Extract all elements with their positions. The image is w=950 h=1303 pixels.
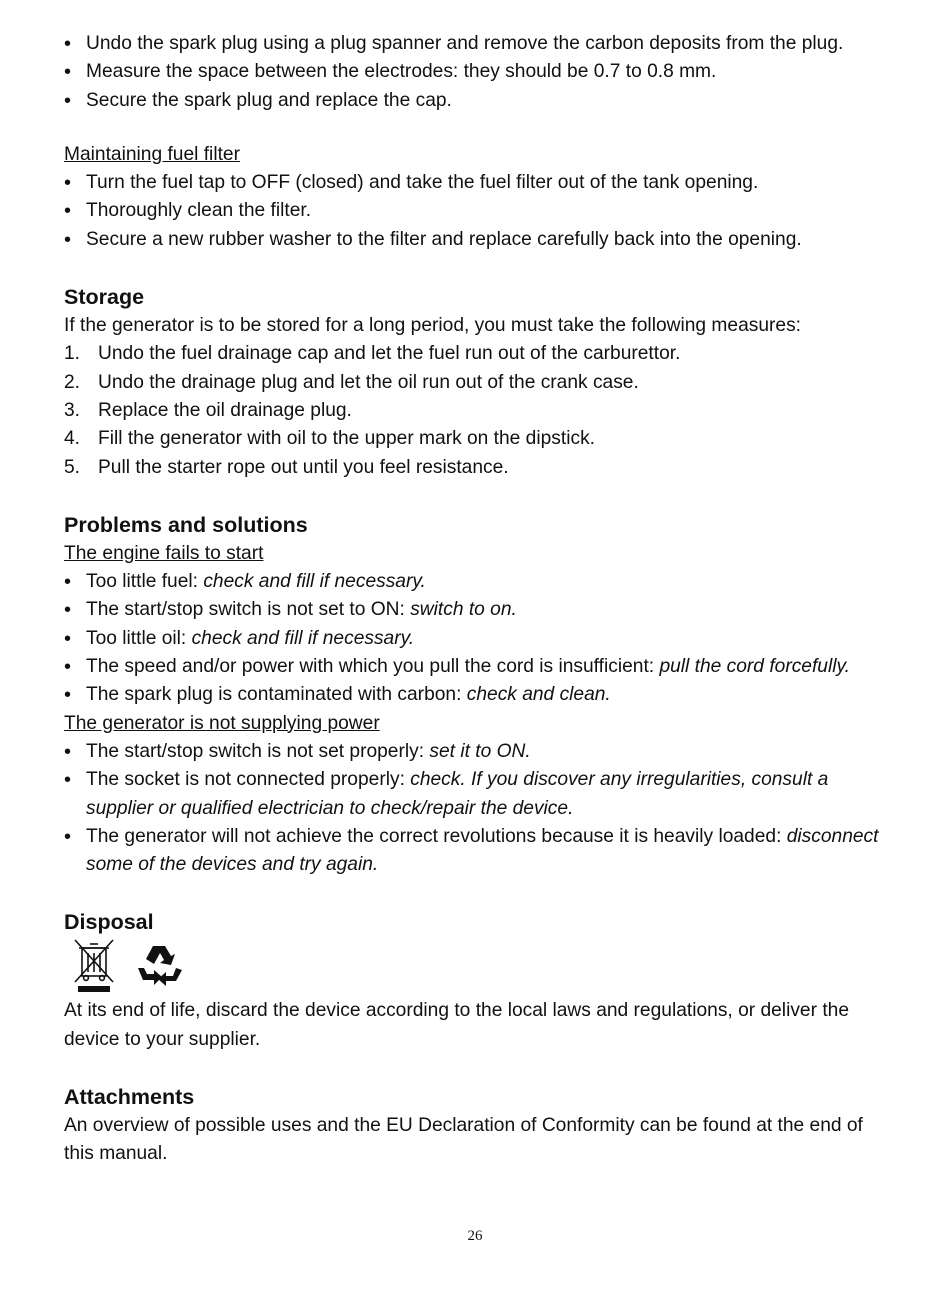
page-number: 26 bbox=[467, 1228, 483, 1244]
recycle-icon bbox=[134, 942, 184, 990]
storage-intro: If the generator is to be stored for a long period, you must take the following measures: bbox=[64, 315, 801, 337]
list-item: • Turn the fuel tap to OFF (closed) and take the fuel filter out of the tank opening. bbox=[64, 169, 884, 197]
solution-text: check and fill if necessary. bbox=[203, 571, 426, 593]
fuel-filter-subheading: Maintaining fuel filter bbox=[64, 143, 240, 165]
list-item: • Secure the spark plug and replace the cap. bbox=[64, 87, 884, 115]
no-power-subheading: The generator is not supplying power bbox=[64, 712, 380, 734]
storage-heading: Storage bbox=[64, 285, 145, 310]
solution-text: set it to ON. bbox=[429, 740, 531, 762]
solution-text: pull the cord forcefully. bbox=[659, 656, 850, 678]
solution-text: switch to on. bbox=[410, 599, 517, 621]
problem-text: The start/stop switch is not set properly: bbox=[86, 740, 430, 762]
problems-heading: Problems and solutions bbox=[64, 512, 308, 537]
list-item: • Secure a new rubber washer to the filter and replace carefully back into the opening. bbox=[64, 226, 884, 254]
list-item bbox=[64, 425, 884, 453]
step-text: Replace the oil drainage plug. bbox=[98, 399, 352, 421]
list-item bbox=[64, 653, 884, 681]
storage-steps bbox=[64, 340, 884, 481]
step-text: Fill the generator with oil to the upper mark on the dipstick. bbox=[98, 428, 595, 450]
engine-problems-list bbox=[64, 568, 884, 709]
list-item bbox=[64, 823, 884, 880]
disposal-heading: Disposal bbox=[64, 910, 154, 935]
step-number: 3. bbox=[64, 399, 81, 421]
problem-text: The generator will not achieve the correct revolutions because it is heavily loaded: bbox=[86, 825, 787, 847]
list-item bbox=[64, 568, 884, 596]
problem-text: The spark plug is contaminated with carbon: bbox=[86, 684, 467, 706]
problem-text: Too little oil: bbox=[86, 627, 192, 649]
step-number: 2. bbox=[64, 371, 81, 393]
spark-plug-list bbox=[64, 30, 884, 115]
step-number: 5. bbox=[64, 456, 81, 478]
list-item: • Thoroughly clean the filter. bbox=[64, 197, 884, 225]
step-number: 1. bbox=[64, 343, 81, 365]
list-item bbox=[64, 766, 884, 823]
list-item bbox=[64, 369, 884, 397]
attachments-heading: Attachments bbox=[64, 1085, 195, 1110]
power-problems-list bbox=[64, 738, 884, 879]
attachments-text: An overview of possible uses and the EU Declaration of Conformity can be found at the end of this manual. bbox=[64, 1115, 863, 1165]
list-item bbox=[64, 681, 884, 709]
list-item bbox=[64, 397, 884, 425]
problem-text: Too little fuel: bbox=[86, 571, 204, 593]
problem-text: The start/stop switch is not set to ON: bbox=[86, 599, 411, 621]
problem-text: The speed and/or power with which you pull the cord is insufficient: bbox=[86, 656, 660, 678]
problem-text: The socket is not connected properly: bbox=[86, 769, 411, 791]
disposal-text: At its end of life, discard the device according to the local laws and regulations, or deliver the device to your supplier. bbox=[64, 1000, 849, 1050]
list-item bbox=[64, 340, 884, 368]
solution-text: check and clean. bbox=[466, 684, 611, 706]
fuel-filter-list bbox=[64, 169, 884, 254]
list-item: • Undo the spark plug using a plug spanner and remove the carbon deposits from the plug. bbox=[64, 30, 884, 58]
crossed-out-wheelie-bin-icon bbox=[72, 938, 116, 994]
engine-fails-subheading: The engine fails to start bbox=[64, 542, 264, 564]
solution-text: check and fill if necessary. bbox=[191, 627, 415, 649]
step-text: Undo the fuel drainage cap and let the fuel run out of the carburettor. bbox=[98, 343, 681, 365]
solution-text: disconnect some of the devices and try again. bbox=[86, 825, 879, 876]
list-item bbox=[64, 454, 884, 482]
step-number: 4. bbox=[64, 428, 81, 450]
list-item bbox=[64, 596, 884, 624]
list-item: • Measure the space between the electrodes: they should be 0.7 to 0.8 mm. bbox=[64, 58, 884, 86]
disposal-icons bbox=[64, 935, 884, 997]
step-text: Undo the drainage plug and let the oil run out of the crank case. bbox=[98, 371, 639, 393]
list-item bbox=[64, 625, 884, 653]
step-text: Pull the starter rope out until you feel resistance. bbox=[98, 456, 509, 478]
solution-text: check. If you discover any irregularities, consult a supplier or qualified electrician to check/repair the device. bbox=[86, 769, 829, 819]
list-item bbox=[64, 738, 884, 766]
manual-page bbox=[64, 30, 884, 1169]
